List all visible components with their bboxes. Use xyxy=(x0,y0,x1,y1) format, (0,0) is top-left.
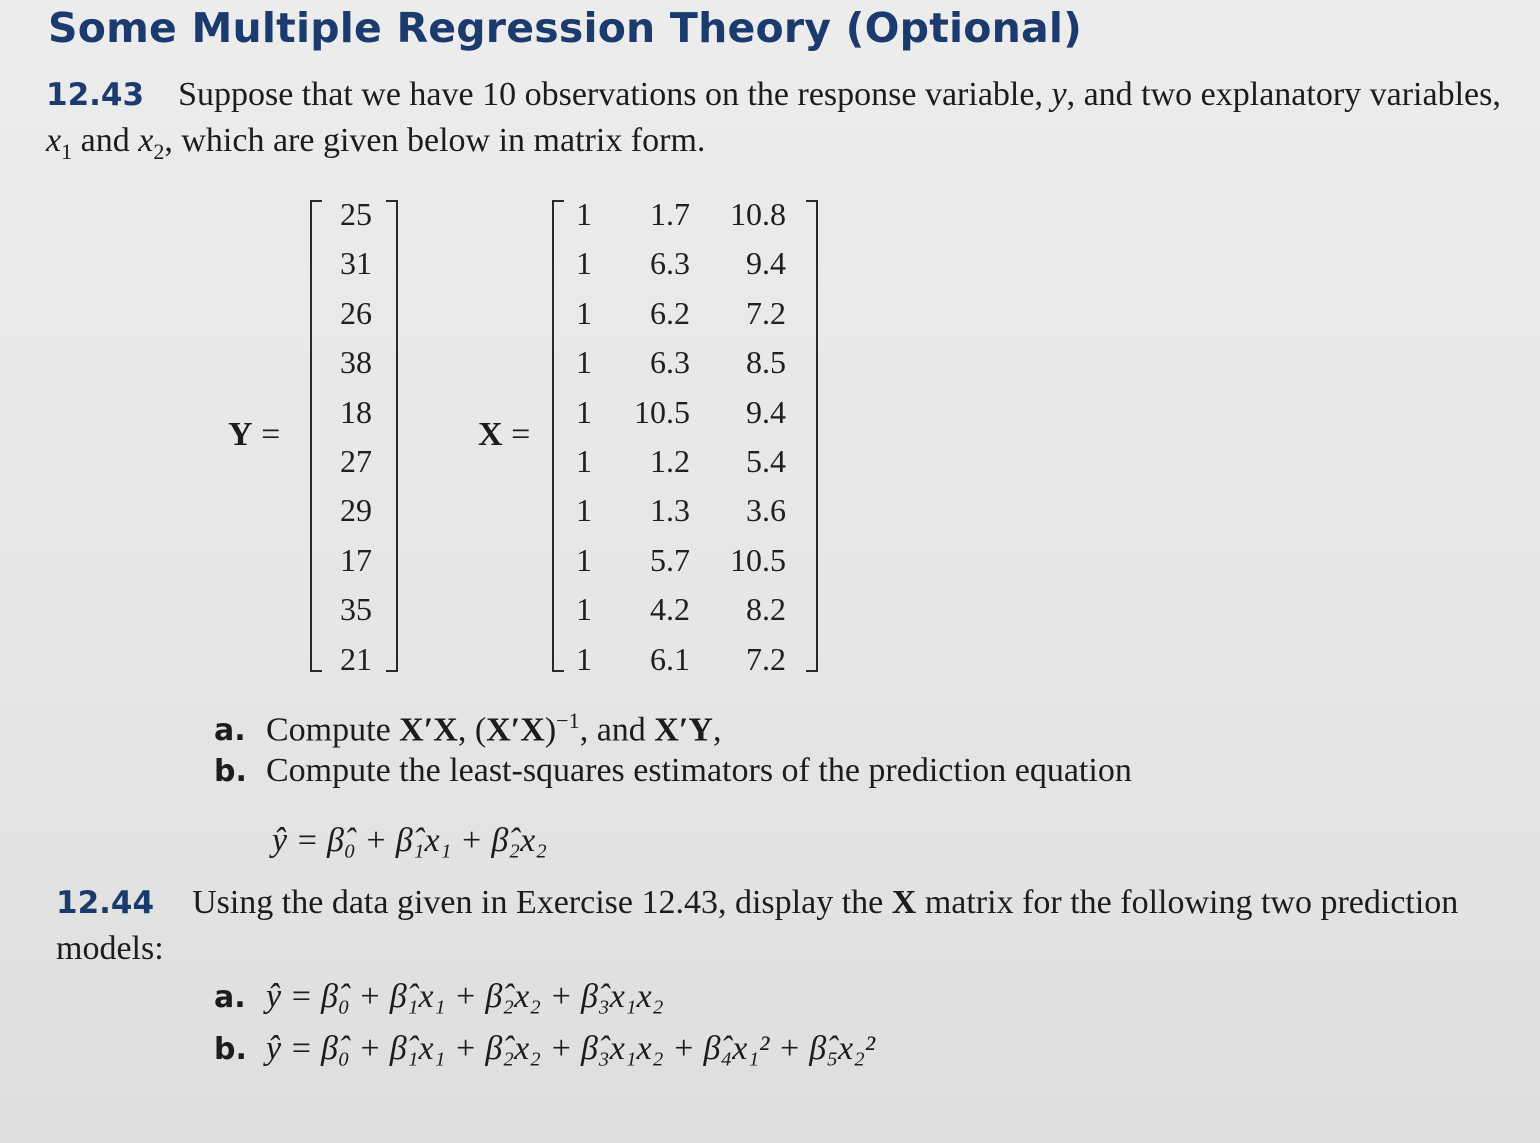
matrix-x-cell: 1.3 xyxy=(650,492,690,529)
matrix-x-cell: 9.4 xyxy=(746,393,786,430)
exercise-number: 12.43 xyxy=(46,77,145,113)
intro-text-c: and xyxy=(72,122,139,159)
matrix-x-right-bracket xyxy=(806,200,818,672)
matrix-y-right-bracket xyxy=(386,200,398,672)
ex2-text-b: matrix for the following two prediction models: xyxy=(56,884,1459,967)
matrix-x-cell: 1 xyxy=(576,541,592,578)
matrix-y-cell: 26 xyxy=(340,294,372,331)
part-b-item xyxy=(214,752,1132,790)
matrix-x-cell: 7.2 xyxy=(746,294,786,331)
part-b-text: Compute the least-squares estimators of the prediction equation xyxy=(266,752,1132,789)
end-comma: , xyxy=(712,711,722,749)
ex2-part-a xyxy=(214,978,664,1016)
ex2-part-b xyxy=(214,1030,875,1068)
ex2-part-a-equation: ŷ = β̂₀ + β̂₁x₁ + β̂₂x₂ + β̂₃x₁x₂ xyxy=(266,978,664,1015)
exercise-number-2: 12.44 xyxy=(56,885,155,921)
matrix-y-cell: 27 xyxy=(340,443,372,479)
matrix-x-cell: 5.7 xyxy=(650,541,690,578)
matrix-y-cell: 18 xyxy=(340,393,372,430)
ex2-part-b-equation: ŷ = β̂₀ + β̂₁x₁ + β̂₂x₂ + β̂₃x₁x₂ + β̂₄x₁² + β̂₅x₂² xyxy=(266,1030,876,1067)
matrix-x-cell: 3.6 xyxy=(746,492,786,529)
exercise-12-44-intro xyxy=(56,880,1516,972)
var-x2-sub: 2 xyxy=(153,138,165,164)
matrix-x-cell: 1 xyxy=(576,443,592,479)
xtx-inverse-term: X′X xyxy=(486,711,545,749)
matrix-x-cell: 10.5 xyxy=(730,541,786,578)
and-text: , and xyxy=(579,711,655,749)
part-a-item xyxy=(214,708,721,749)
matrix-x-cell: 1 xyxy=(576,492,592,529)
prediction-equation: ŷ = β̂₀ + β̂₁x₁ + β̂₂x₂ xyxy=(272,822,548,859)
matrix-x-cell: 1 xyxy=(576,196,592,232)
matrix-x-cell: 10.8 xyxy=(730,196,786,232)
inverse-exponent: −1 xyxy=(556,708,580,733)
matrix-y-cell: 31 xyxy=(340,245,372,282)
intro-text-d: , which are given below in matrix form. xyxy=(164,122,706,159)
close-paren: ) xyxy=(544,711,557,749)
matrix-x-cell: 8.5 xyxy=(746,344,786,381)
ex2-part-b-letter: b. xyxy=(214,1032,247,1067)
matrix-x-cell: 1 xyxy=(576,393,592,430)
exercise-12-43-intro xyxy=(46,72,1516,175)
xty-term: X′Y xyxy=(654,711,713,749)
intro-text-b: , and two explanatory variables, xyxy=(1066,76,1501,113)
matrix-x-label: X = xyxy=(478,416,531,453)
part-a-letter: a. xyxy=(214,713,246,749)
matrix-y-cell: 38 xyxy=(340,344,372,381)
matrix-x-cell: 1.7 xyxy=(650,196,690,232)
section-title: Some Multiple Regression Theory (Optional) xyxy=(48,4,1083,52)
matrix-y-cell: 29 xyxy=(340,492,372,529)
matrix-x-cell: 5.4 xyxy=(746,443,786,479)
matrix-x-cell: 6.3 xyxy=(650,344,690,381)
matrix-x-cell: 6.1 xyxy=(650,640,690,677)
matrix-x-cell: 10.5 xyxy=(634,393,690,430)
var-y: y xyxy=(1051,76,1067,113)
matrix-x-cell: 9.4 xyxy=(746,245,786,282)
matrix-y-cell: 21 xyxy=(340,640,372,677)
matrix-x-cell: 1 xyxy=(576,245,592,282)
matrix-x-cell: 1 xyxy=(576,344,592,381)
matrix-x-cell: 6.2 xyxy=(650,294,690,331)
matrix-y-cell: 25 xyxy=(340,196,372,232)
matrix-y-label: Y = xyxy=(228,416,281,453)
var-x1-sub: 1 xyxy=(61,138,73,164)
var-x1: x xyxy=(46,122,62,159)
matrix-x-cell: 7.2 xyxy=(746,640,786,677)
matrix-x-cell: 1 xyxy=(576,294,592,331)
matrix-y-cell: 17 xyxy=(340,541,372,578)
matrix-x-cell: 1.2 xyxy=(650,443,690,479)
matrix-x-cell: 6.3 xyxy=(650,245,690,282)
matrix-x-cell: 1 xyxy=(576,640,592,677)
sep-text: , ( xyxy=(457,711,487,749)
xtx-term: X′X xyxy=(399,711,458,749)
ex2-text-a: Using the data given in Exercise 12.43, display the xyxy=(192,884,892,921)
part-a-text: Compute xyxy=(266,711,400,749)
matrix-y-cell: 35 xyxy=(340,591,372,628)
matrix-x-cell: 1 xyxy=(576,591,592,628)
var-x2: x xyxy=(138,122,154,159)
ex2-part-a-letter: a. xyxy=(214,980,246,1015)
ex2-bold-x: X xyxy=(891,884,917,921)
matrix-x-cell: 8.2 xyxy=(746,591,786,628)
intro-text-a: Suppose that we have 10 observations on the response variable, xyxy=(178,76,1052,113)
matrix-x-cell: 4.2 xyxy=(650,591,690,628)
part-b-letter: b. xyxy=(214,754,247,789)
